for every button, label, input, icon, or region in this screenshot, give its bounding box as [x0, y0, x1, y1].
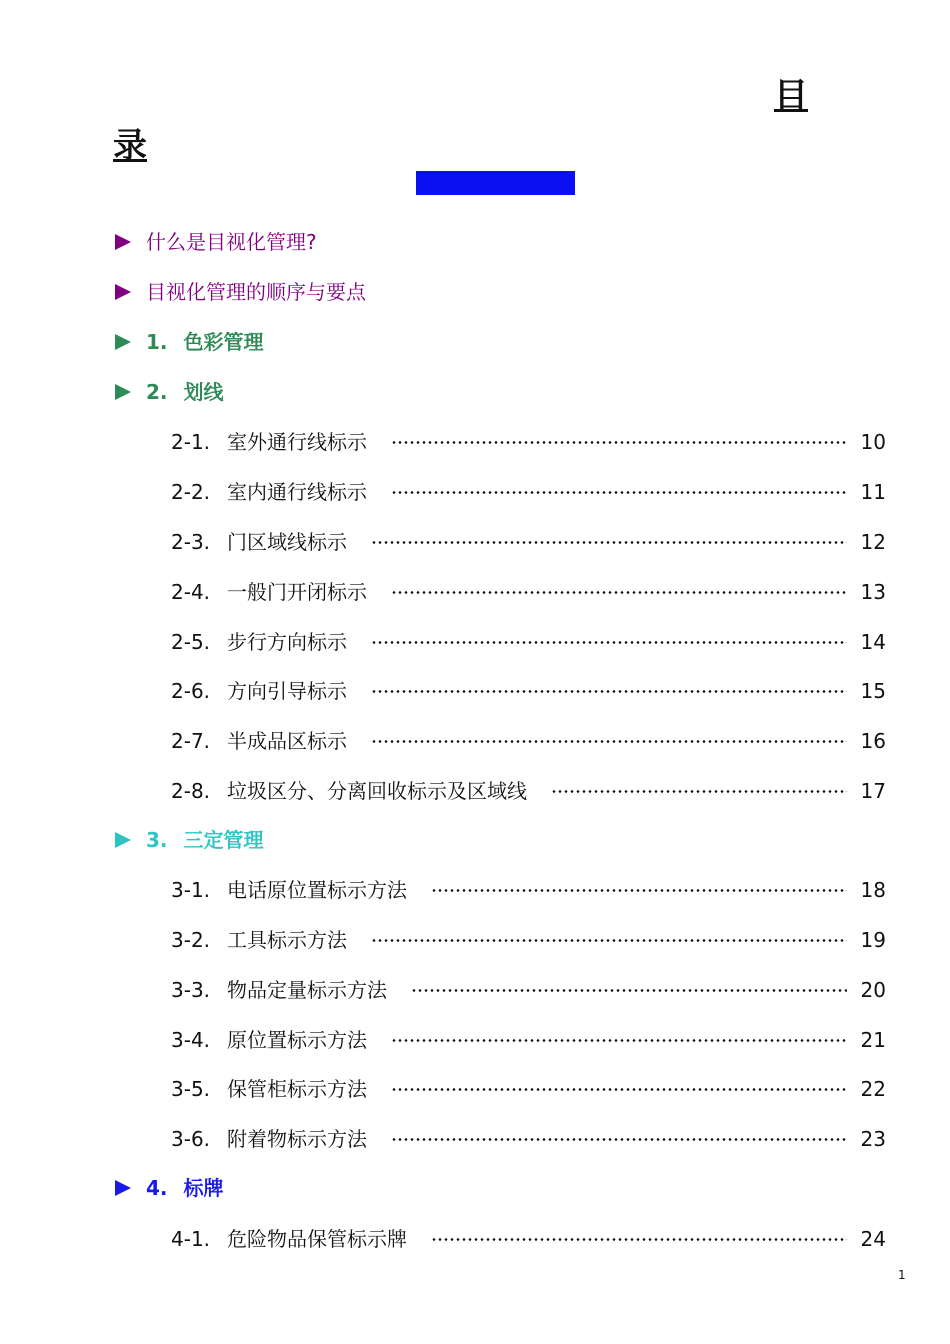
toc-entry[interactable]	[171, 726, 886, 756]
toc-entry-page: 15	[860, 679, 886, 703]
toc-entry-label: 半成品区标示	[227, 729, 347, 753]
toc-section-label: 标牌	[183, 1176, 224, 1200]
toc-section-number: 4.	[146, 1176, 168, 1200]
page-title-part-1: 目	[774, 76, 808, 116]
toc-entry-number: 2-4.	[171, 580, 211, 604]
toc-entry-label: 附着物标示方法	[227, 1127, 367, 1151]
toc-entry[interactable]	[171, 527, 886, 557]
dot-leader	[371, 641, 847, 644]
toc-entry-page: 18	[860, 878, 886, 902]
toc-entry-number: 2-1.	[171, 430, 211, 454]
toc-entry-number: 3-4.	[171, 1028, 211, 1052]
toc-entry-label: 电话原位置标示方法	[227, 878, 407, 902]
toc-entry-number: 3-3.	[171, 978, 211, 1002]
toc-entry-label: 保管柜标示方法	[227, 1077, 367, 1101]
toc-entry-number: 3-6.	[171, 1127, 211, 1151]
dot-leader	[371, 740, 847, 743]
toc-entry-page: 24	[860, 1227, 886, 1251]
dot-leader	[371, 541, 847, 544]
toc-entry-page: 21	[860, 1028, 886, 1052]
triangle-bullet-icon	[115, 284, 131, 300]
toc-section-signs[interactable]	[115, 1173, 890, 1203]
triangle-bullet-icon	[115, 334, 131, 350]
toc-entry-label: 一般门开闭标示	[227, 580, 367, 604]
toc-intro-order-and-key-points[interactable]	[115, 277, 890, 307]
toc-entry-number: 2-8.	[171, 779, 211, 803]
toc-entry-page: 20	[860, 978, 886, 1002]
dot-leader	[391, 591, 847, 594]
dot-leader	[391, 441, 847, 444]
triangle-bullet-icon	[115, 1180, 131, 1196]
toc-entry-number: 2-3.	[171, 530, 211, 554]
toc-entry-label: 室内通行线标示	[227, 480, 367, 504]
toc-entry-label: 危险物品保管标示牌	[227, 1227, 407, 1251]
title-accent-bar	[416, 171, 575, 195]
toc-entry-label: 门区域线标示	[227, 530, 347, 554]
toc-section-three-fixed-management[interactable]	[115, 825, 890, 855]
toc-entry-page: 17	[860, 779, 886, 803]
triangle-bullet-icon	[115, 832, 131, 848]
toc-entry[interactable]	[171, 925, 886, 955]
toc-entry[interactable]	[171, 776, 886, 806]
toc-entry-label: 工具标示方法	[227, 928, 347, 952]
toc-entry-label: 方向引导标示	[227, 679, 347, 703]
toc-entry-number: 3-5.	[171, 1077, 211, 1101]
toc-entry-page: 14	[860, 630, 886, 654]
dot-leader	[391, 1039, 847, 1042]
toc-entry[interactable]	[171, 1074, 886, 1104]
toc-intro-what-is-visual-management[interactable]	[115, 227, 890, 257]
toc-entry-number: 2-7.	[171, 729, 211, 753]
toc-section-label: 色彩管理	[183, 330, 264, 354]
dot-leader	[431, 889, 847, 892]
dot-leader	[391, 1088, 847, 1091]
dot-leader	[551, 790, 847, 793]
toc-entry-page: 12	[860, 530, 886, 554]
toc-entry-number: 3-2.	[171, 928, 211, 952]
page-number: 1	[898, 1268, 906, 1282]
dot-leader	[431, 1238, 847, 1241]
toc-section-label: 三定管理	[183, 828, 264, 852]
toc-entry[interactable]	[171, 1025, 886, 1055]
toc-entry[interactable]	[171, 875, 886, 905]
toc-entry-label: 垃圾区分、分离回收标示及区域线	[227, 779, 527, 803]
toc-section-number: 2.	[146, 380, 168, 404]
toc-entry[interactable]	[171, 1224, 886, 1254]
toc-entry-number: 3-1.	[171, 878, 211, 902]
toc-section-number: 3.	[146, 828, 168, 852]
toc-intro-label: 目视化管理的顺序与要点	[146, 280, 366, 304]
toc-section-line-marking[interactable]	[115, 377, 890, 407]
toc-entry-page: 23	[860, 1127, 886, 1151]
toc-section-color-management[interactable]	[115, 327, 890, 357]
toc-intro-label: 什么是目视化管理?	[146, 230, 317, 254]
toc-entry-label: 步行方向标示	[227, 630, 347, 654]
toc-entry-label: 物品定量标示方法	[227, 978, 387, 1002]
toc-entry-label: 原位置标示方法	[227, 1028, 367, 1052]
toc-entry-number: 2-2.	[171, 480, 211, 504]
toc-entry-page: 19	[860, 928, 886, 952]
toc-entry-number: 2-6.	[171, 679, 211, 703]
toc-entry[interactable]	[171, 676, 886, 706]
dot-leader	[371, 690, 847, 693]
toc-section-number: 1.	[146, 330, 168, 354]
toc-entry[interactable]	[171, 1124, 886, 1154]
toc-entry-page: 16	[860, 729, 886, 753]
dot-leader	[411, 989, 847, 992]
triangle-bullet-icon	[115, 384, 131, 400]
toc-entry-page: 11	[860, 480, 886, 504]
dot-leader	[391, 491, 847, 494]
toc-entry-page: 10	[860, 430, 886, 454]
triangle-bullet-icon	[115, 234, 131, 250]
toc-entry-number: 4-1.	[171, 1227, 211, 1251]
toc-entry[interactable]	[171, 627, 886, 657]
toc-entry[interactable]	[171, 477, 886, 507]
toc-entry-label: 室外通行线标示	[227, 430, 367, 454]
toc-section-label: 划线	[183, 380, 224, 404]
toc-entry-number: 2-5.	[171, 630, 211, 654]
toc-entry[interactable]	[171, 577, 886, 607]
toc-entry-page: 13	[860, 580, 886, 604]
dot-leader	[371, 939, 847, 942]
toc-entry[interactable]	[171, 975, 886, 1005]
toc-entry-page: 22	[860, 1077, 886, 1101]
dot-leader	[391, 1138, 847, 1141]
toc-entry[interactable]	[171, 427, 886, 457]
page-title-part-2: 录	[113, 126, 147, 166]
